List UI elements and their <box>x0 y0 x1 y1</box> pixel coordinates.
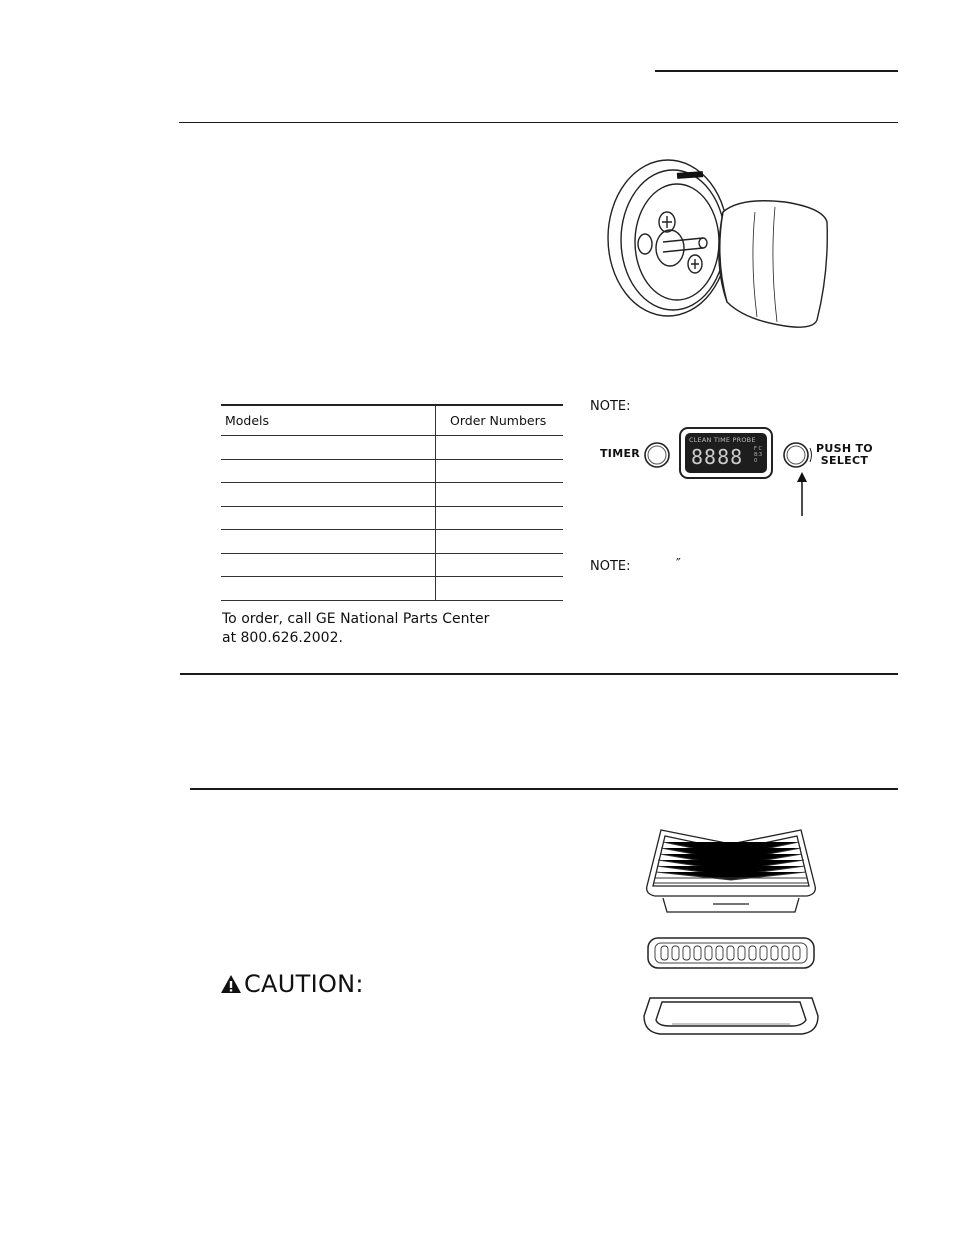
table-row <box>221 483 563 507</box>
push-to-select-label <box>816 443 873 467</box>
table-row <box>221 506 563 530</box>
display-side-indicators: F C 8:30 <box>754 446 763 464</box>
timer-button-icon <box>642 440 672 470</box>
models-order-table <box>221 404 563 601</box>
section-rule-2 <box>180 673 898 675</box>
caution-label: CAUTION: <box>244 970 364 998</box>
display-header: CLEAN TIME PROBE <box>689 436 756 444</box>
broiler-pan-grid-illustration <box>643 826 819 918</box>
caution-heading <box>220 970 364 998</box>
section-rule-1 <box>179 122 898 123</box>
table-row <box>221 436 563 460</box>
section-rule-3 <box>190 788 898 790</box>
note-inch-mark: ″ <box>676 557 681 572</box>
table-row <box>221 553 563 577</box>
order-info-line-2: at 800.626.2002. <box>222 630 343 646</box>
broiler-pan-illustration <box>642 992 820 1038</box>
broiler-grid-insert-illustration <box>645 935 817 971</box>
warning-triangle-icon <box>220 974 242 994</box>
oven-knob-illustration <box>605 152 835 340</box>
oven-display <box>679 427 773 479</box>
order-numbers-column-header: Order Numbers <box>436 405 564 436</box>
header-rule-short <box>655 70 898 72</box>
table-row <box>221 530 563 554</box>
order-info <box>222 610 489 648</box>
table-row <box>221 459 563 483</box>
note-label-1: NOTE: <box>590 399 631 414</box>
note-label-2: NOTE: <box>590 559 631 574</box>
push-label-line-1: PUSH TO <box>816 442 873 455</box>
timer-label: TIMER <box>600 447 641 460</box>
table-row <box>221 577 563 601</box>
arrow-up-icon <box>795 470 809 518</box>
display-digits: 8888 <box>691 445 744 469</box>
order-info-line-1: To order, call GE National Parts Center <box>222 611 490 627</box>
push-to-select-knob-icon <box>781 440 815 470</box>
push-label-line-2: SELECT <box>820 454 869 467</box>
models-column-header: Models <box>221 405 436 436</box>
